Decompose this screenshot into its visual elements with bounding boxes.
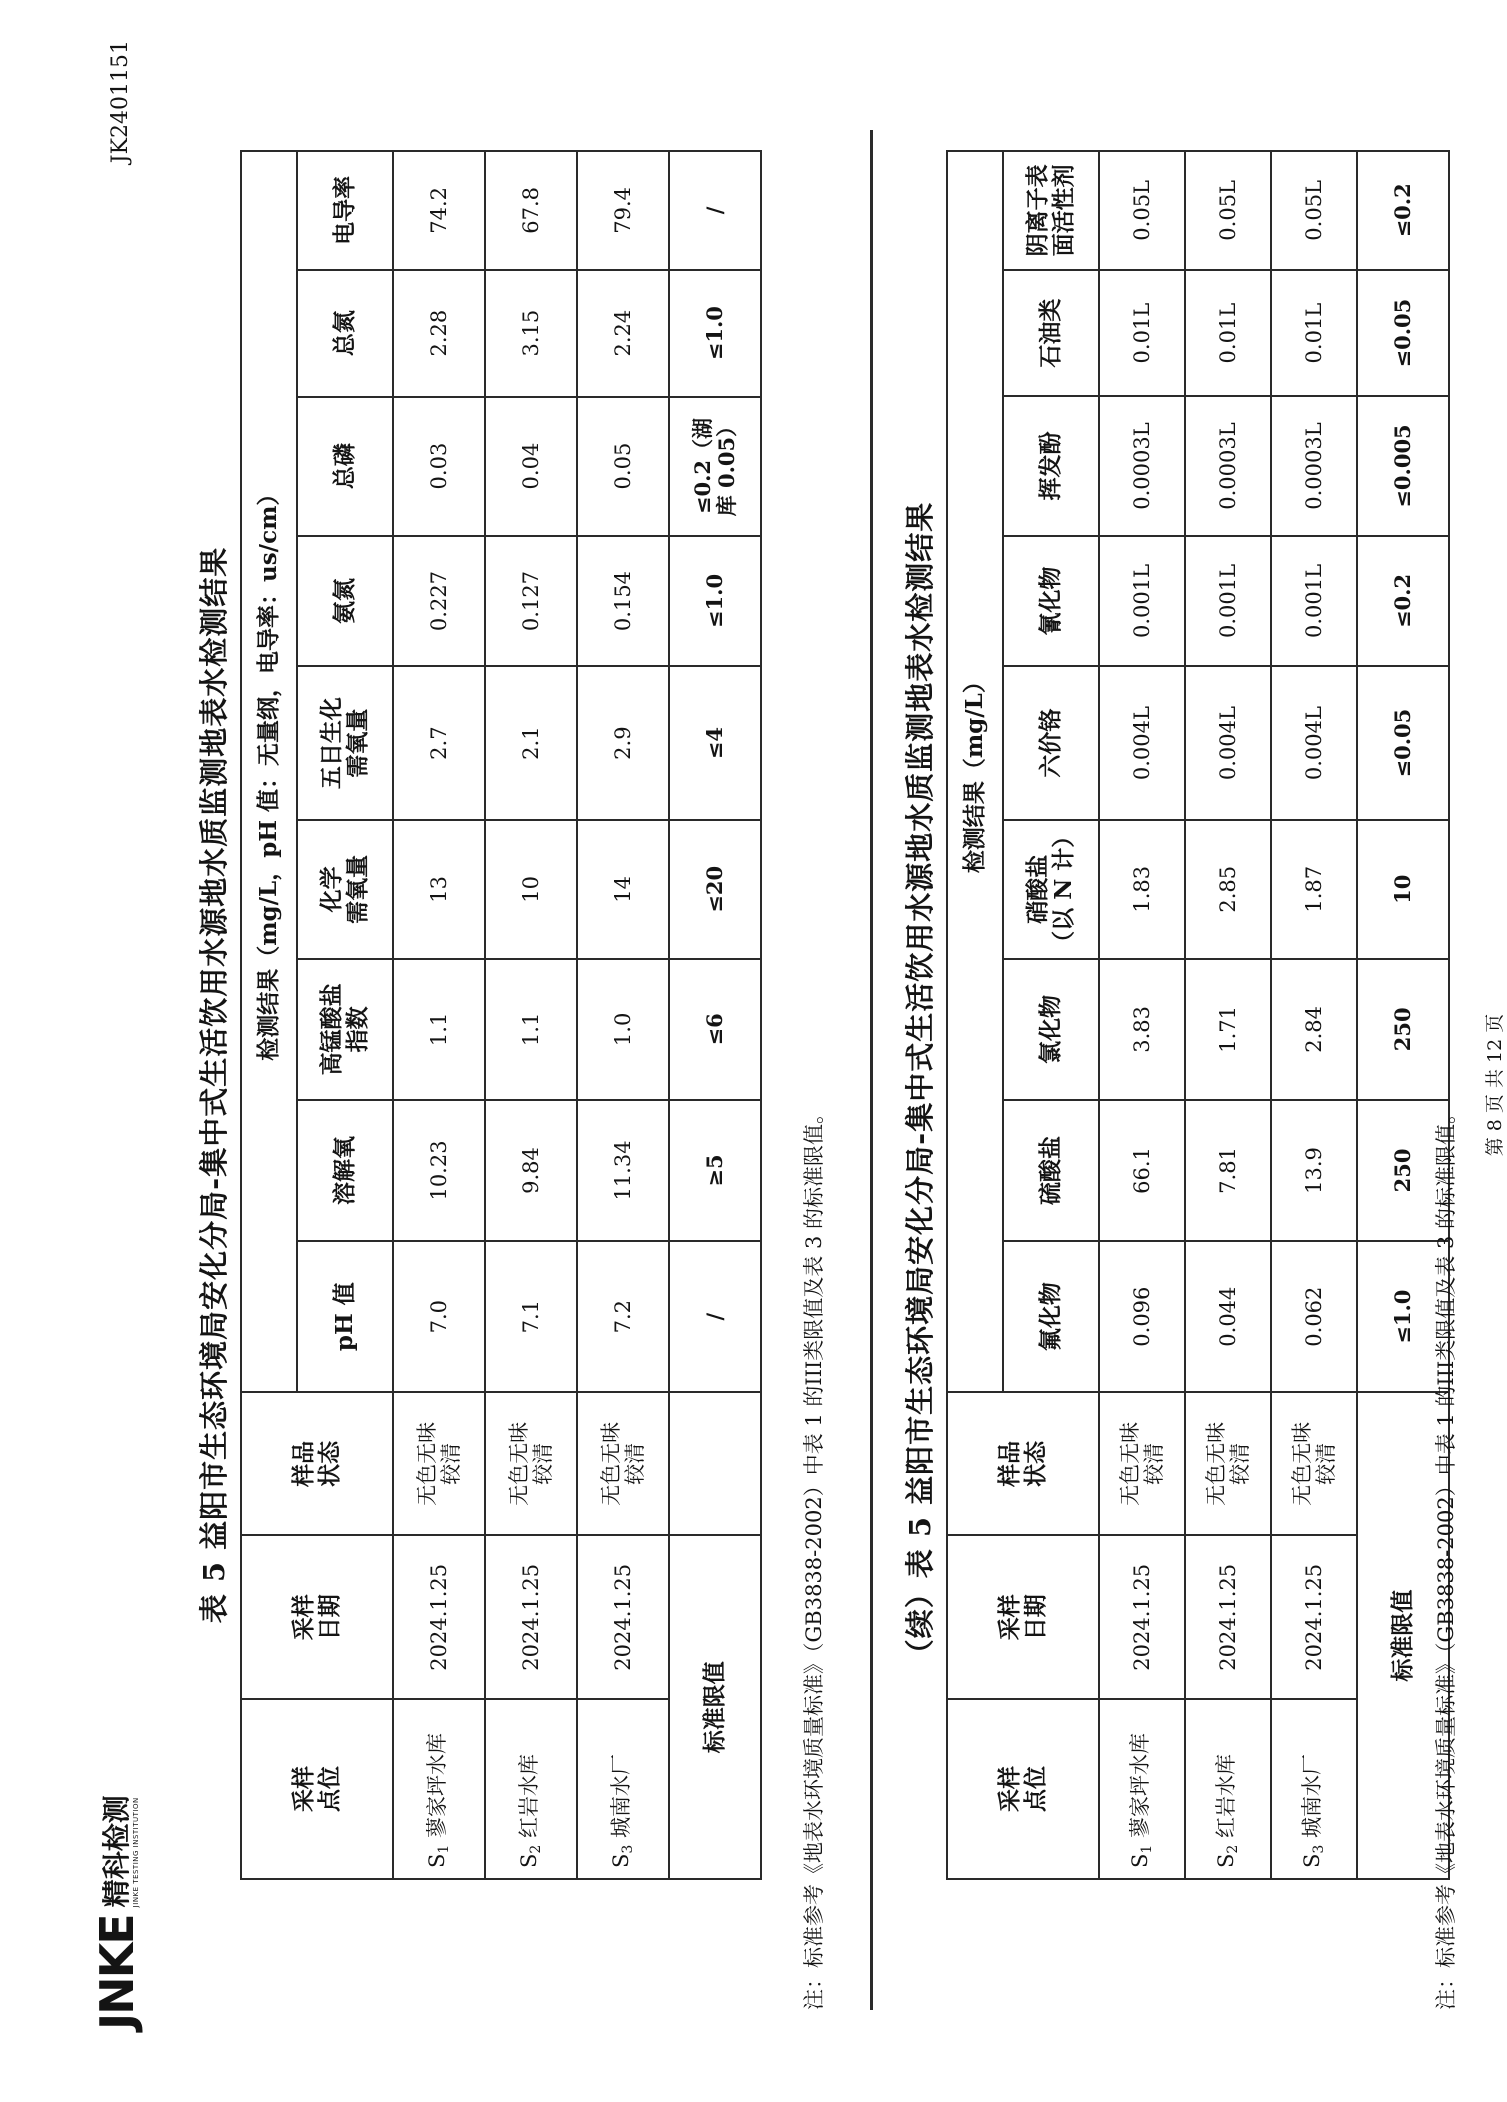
state-cell: 无色无味 较清 [485,1392,577,1535]
value-cell: 2.9 [577,666,669,819]
param-header: 总氮 [297,270,393,397]
limit-cell: ≤20 [669,820,761,959]
value-cell: 14 [577,820,669,959]
value-cell: 2.84 [1271,959,1357,1100]
value-cell: 74.2 [393,151,485,270]
limit-cell: ≤6 [669,959,761,1100]
value-cell: 2.1 [485,666,577,819]
value-cell: 67.8 [485,151,577,270]
value-cell: 10 [485,820,577,959]
header-date: 采样 日期 [947,1535,1099,1699]
table1-title: 表 5 益阳市生态环境局安化分局-集中式生活饮用水源地水质监测地表水检测结果 [197,546,231,1624]
param-header: 六价铬 [1003,666,1099,819]
value-cell: 0.05L [1099,151,1185,270]
table2-water-quality [946,150,1450,1880]
table1-water-quality [240,150,762,1880]
limit-cell: ≤0.05 [1357,270,1449,397]
param-header: 氰化物 [1003,536,1099,667]
value-cell: 2.85 [1185,820,1271,959]
value-cell: 0.0003L [1099,396,1185,535]
site-cell: $S_2$ 红岩水库 [1185,1699,1271,1879]
param-header: 氯化物 [1003,959,1099,1100]
site-subscript: 2 [528,1844,545,1854]
logo-english-name: JINKE TESTING INSTITUTION [132,1797,140,1908]
state-cell: 无色无味 较清 [1099,1392,1185,1535]
value-cell: 0.154 [577,536,669,667]
value-cell: 0.01L [1099,270,1185,397]
value-cell: 3.83 [1099,959,1185,1100]
header-date: 采样 日期 [241,1535,393,1699]
limit-cell: 250 [1357,1100,1449,1241]
site-name: 蓼家坪水库 [1128,1733,1153,1845]
header-state: 样品 状态 [241,1392,393,1535]
limit-cell: / [669,151,761,270]
limit-state-empty [669,1392,761,1535]
value-cell: 0.004L [1271,666,1357,819]
value-cell: 0.01L [1271,270,1357,397]
site-cell: $S_1$ 蓼家坪水库 [393,1699,485,1879]
limit-cell: 250 [1357,959,1449,1100]
value-cell: 0.004L [1099,666,1185,819]
header-state: 样品 状态 [947,1392,1099,1535]
site-cell: $S_2$ 红岩水库 [485,1699,577,1879]
limit-cell: ≤0.2 [1357,151,1449,270]
value-cell: 3.15 [485,270,577,397]
value-cell: 1.71 [1185,959,1271,1100]
site-name: 城南水厂 [1300,1754,1325,1845]
value-cell: 0.0003L [1185,396,1271,535]
param-header: 化学 需氧量 [297,820,393,959]
limit-cell: ≤1.0 [1357,1241,1449,1392]
value-cell: 0.227 [393,536,485,667]
table-row [393,151,485,1879]
site-subscript: 3 [620,1844,637,1854]
param-header: 总磷 [297,397,393,536]
limit-cell: ≤0.2 [1357,536,1449,667]
date-cell: 2024.1.25 [485,1535,577,1699]
value-cell: 0.05 [577,397,669,536]
value-cell: 0.001L [1185,536,1271,667]
value-cell: 0.127 [485,536,577,667]
site-subscript: 1 [1139,1844,1156,1854]
param-header: 挥发酚 [1003,396,1099,535]
value-cell: 1.1 [393,959,485,1100]
limit-cell: ≥5 [669,1100,761,1241]
param-header: 硫酸盐 [1003,1100,1099,1241]
param-header: 石油类 [1003,270,1099,397]
value-cell: 10.23 [393,1100,485,1241]
value-cell: 2.7 [393,666,485,819]
state-cell: 无色无味 较清 [1271,1392,1357,1535]
value-cell: 1.1 [485,959,577,1100]
site-subscript: 3 [1311,1844,1328,1854]
value-cell: 1.83 [1099,820,1185,959]
limit-cell: ≤1.0 [669,270,761,397]
site-name: 蓼家坪水库 [425,1733,450,1845]
limit-cell: / [669,1241,761,1392]
value-cell: 0.044 [1185,1241,1271,1392]
limit-cell: ≤0.005 [1357,396,1449,535]
limit-cell: ≤1.0 [669,536,761,667]
value-cell: 0.001L [1099,536,1185,667]
value-cell: 13 [393,820,485,959]
value-cell: 13.9 [1271,1100,1357,1241]
param-header: 氨氮 [297,536,393,667]
state-cell: 无色无味 较清 [393,1392,485,1535]
param-header: 氟化物 [1003,1241,1099,1392]
report-number: JK2401151 [108,40,133,164]
value-cell: 0.01L [1185,270,1271,397]
site-name: 红岩水库 [517,1754,542,1845]
value-cell: 7.81 [1185,1100,1271,1241]
table-row [1271,151,1357,1879]
value-cell: 0.001L [1271,536,1357,667]
param-header: pH 值 [297,1241,393,1392]
value-cell: 2.28 [393,270,485,397]
value-cell: 0.05L [1271,151,1357,270]
param-header: 五日生化 需氧量 [297,666,393,819]
limit-cell: ≤4 [669,666,761,819]
value-cell: 0.03 [393,397,485,536]
limit-cell: ≤0.2（湖 库 0.05） [669,397,761,536]
value-cell: 9.84 [485,1100,577,1241]
site-cell: $S_1$ 蓼家坪水库 [1099,1699,1185,1879]
value-cell: 7.0 [393,1241,485,1392]
site-name: 红岩水库 [1214,1754,1239,1845]
value-cell: 0.004L [1185,666,1271,819]
value-cell: 7.1 [485,1241,577,1392]
table-row [1099,151,1185,1879]
table-row [577,151,669,1879]
param-header: 阴离子表 面活性剂 [1003,151,1099,270]
site-name: 城南水厂 [609,1754,634,1845]
date-cell: 2024.1.25 [393,1535,485,1699]
logo-chinese-name: 精科检测 [100,1795,133,1908]
limit-label: 标准限值 [669,1535,761,1879]
date-cell: 2024.1.25 [577,1535,669,1699]
param-header: 溶解氧 [297,1100,393,1241]
page-number: 第 8 页 共 12 页 [1484,1013,1506,1157]
site-subscript: 1 [436,1844,453,1854]
value-cell: 0.05L [1185,151,1271,270]
value-cell: 1.87 [1271,820,1357,959]
header-result-group: 检测结果（mg/L，pH 值：无量纲，电导率：us/cm） [241,151,297,1392]
company-logo [80,1700,144,2030]
value-cell: 7.2 [577,1241,669,1392]
value-cell: 11.34 [577,1100,669,1241]
rotated-report-page [80,30,1506,2030]
value-cell: 0.062 [1271,1241,1357,1392]
limit-label: 标准限值 [1357,1392,1449,1879]
date-cell: 2024.1.25 [1099,1535,1185,1699]
table2-note: 注：标准参考《地表水环境质量标准》（GB3838-2002）中表 1 的III类限值及表 3 的标准限值。 [1434,1103,1458,2010]
param-header: 电导率 [297,151,393,270]
header-site: 采样 点位 [947,1699,1099,1879]
logo-mark: JNKE [90,1915,144,2030]
value-cell: 2.24 [577,270,669,397]
limit-cell: 10 [1357,820,1449,959]
value-cell: 66.1 [1099,1100,1185,1241]
value-cell: 0.04 [485,397,577,536]
value-cell: 0.0003L [1271,396,1357,535]
limit-cell: ≤0.05 [1357,666,1449,819]
site-subscript: 2 [1225,1844,1242,1854]
table-row [485,151,577,1879]
param-header: 高锰酸盐 指数 [297,959,393,1100]
date-cell: 2024.1.25 [1185,1535,1271,1699]
logo-text [100,1795,140,1908]
table2-title: （续）表 5 益阳市生态环境局安化分局-集中式生活饮用水源地水质监测地表水检测结果 [903,501,937,1669]
value-cell: 1.0 [577,959,669,1100]
section-divider [870,130,873,2010]
value-cell: 79.4 [577,151,669,270]
header-site: 采样 点位 [241,1699,393,1879]
date-cell: 2024.1.25 [1271,1535,1357,1699]
table1-note: 注：标准参考《地表水环境质量标准》（GB3838-2002）中表 1 的III类限值及表 3 的标准限值。 [802,1103,826,2010]
table-row [1185,151,1271,1879]
site-cell: $S_3$ 城南水厂 [1271,1699,1357,1879]
state-cell: 无色无味 较清 [1185,1392,1271,1535]
header-result-group: 检测结果（mg/L） [947,151,1003,1392]
param-header: 硝酸盐 （以 N 计） [1003,820,1099,959]
site-cell: $S_3$ 城南水厂 [577,1699,669,1879]
value-cell: 0.096 [1099,1241,1185,1392]
state-cell: 无色无味 较清 [577,1392,669,1535]
